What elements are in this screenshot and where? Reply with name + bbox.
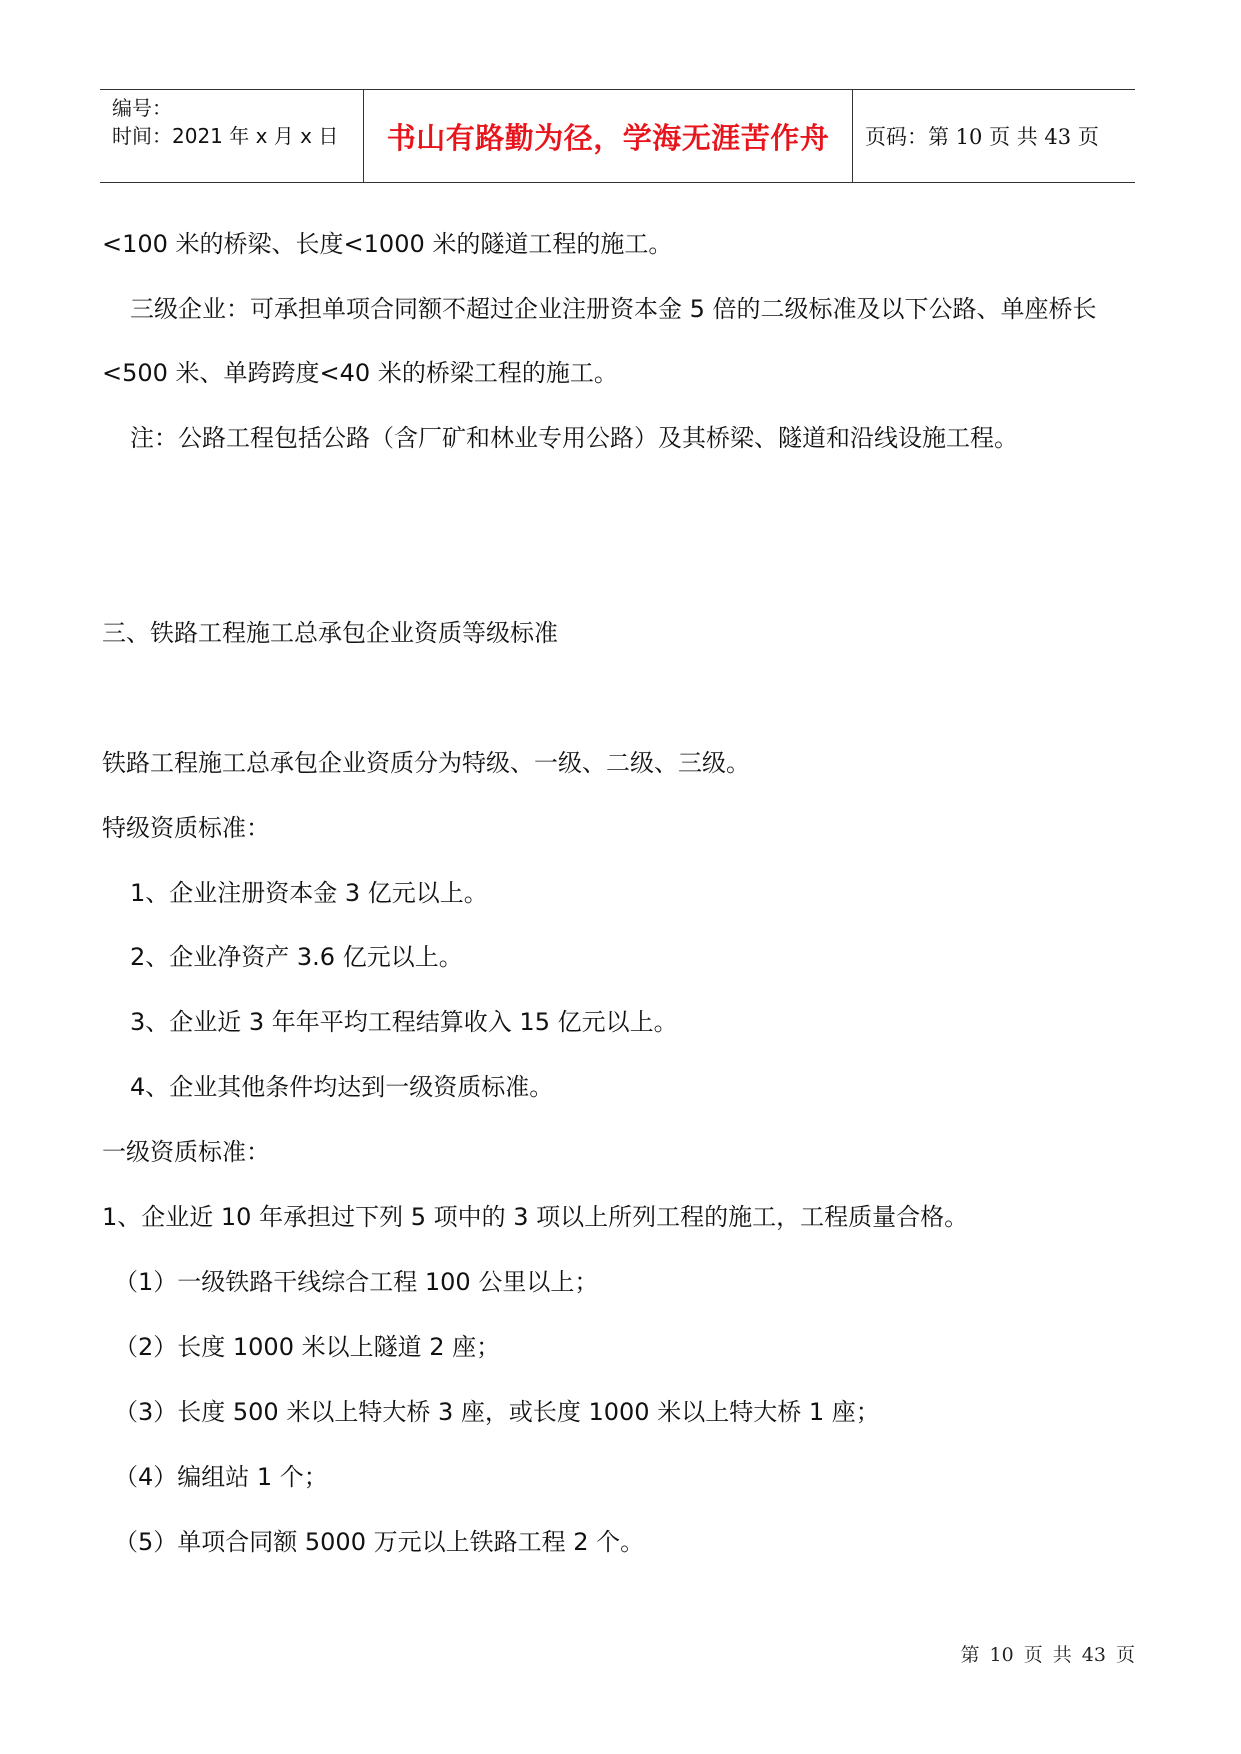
list-item: 2、企业净资产 3.6 亿元以上。 [130, 943, 463, 971]
body-line: 三级企业：可承担单项合同额不超过企业注册资本金 5 倍的二级标准及以下公路、单座桥长 [130, 295, 1097, 323]
page-footer: 第 10 页 共 43 页 [960, 1644, 1135, 1666]
motto-text: 书山有路勤为径，学海无涯苦作舟 [386, 120, 830, 155]
list-item: （4）编组站 1 个； [114, 1463, 328, 1491]
list-item: （5）单项合同额 5000 万元以上铁路工程 2 个。 [114, 1528, 645, 1556]
page-number-label: 页码：第 10 页 共 43 页 [865, 125, 1099, 149]
page-header [100, 89, 1135, 183]
list-item: 3、企业近 3 年年平均工程结算收入 15 亿元以上。 [130, 1008, 678, 1036]
number-label: 编号： [112, 96, 172, 120]
body-line: <500 米、单跨跨度<40 米的桥梁工程的施工。 [102, 359, 618, 387]
subheading: 一级资质标准： [102, 1138, 270, 1166]
subheading: 特级资质标准： [102, 814, 270, 842]
list-item: （1）一级铁路干线综合工程 100 公里以上； [114, 1268, 599, 1296]
body-line: 1、企业近 10 年承担过下列 5 项中的 3 项以上所列工程的施工，工程质量合格。 [102, 1203, 969, 1231]
body-line: 铁路工程施工总承包企业资质分为特级、一级、二级、三级。 [102, 749, 750, 777]
time-label: 时间：2021 年 x 月 x 日 [112, 124, 339, 148]
list-item: 1、企业注册资本金 3 亿元以上。 [130, 879, 488, 907]
header-meta-cell [100, 90, 364, 182]
list-item: （3）长度 500 米以上特大桥 3 座，或长度 1000 米以上特大桥 1 座； [114, 1398, 880, 1426]
body-line: 注：公路工程包括公路（含厂矿和林业专用公路）及其桥梁、隧道和沿线设施工程。 [130, 424, 1018, 452]
list-item: （2）长度 1000 米以上隧道 2 座； [114, 1333, 501, 1361]
header-page-cell [853, 90, 1135, 182]
body-line: <100 米的桥梁、长度<1000 米的隧道工程的施工。 [102, 230, 673, 258]
section-heading: 三、铁路工程施工总承包企业资质等级标准 [102, 619, 558, 647]
list-item: 4、企业其他条件均达到一级资质标准。 [130, 1073, 554, 1101]
header-motto-cell [364, 90, 853, 182]
